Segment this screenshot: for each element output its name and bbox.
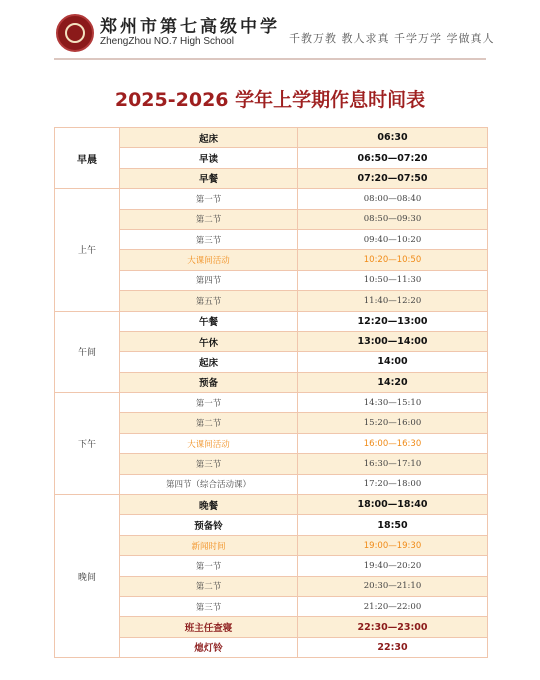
table-row [55,433,488,453]
activity-time: 16:00—16:30 [298,433,488,453]
school-motto: 千教万教 教人求真 千学万学 学做真人 [289,32,495,45]
table-row [55,311,488,331]
activity-time: 19:00—19:30 [298,535,488,555]
activity-time: 22:30 [298,637,488,657]
activity-name: 第二节 [120,413,298,433]
activity-time: 18:00—18:40 [298,495,488,515]
section-label: 午间 [55,311,120,393]
activity-time: 09:40—10:20 [298,229,488,249]
table-row [55,372,488,392]
table-row [55,454,488,474]
activity-name: 早餐 [120,168,298,188]
school-name-cn: 郑州市第七高级中学 [100,17,280,37]
table-row [55,556,488,576]
activity-time: 07:20—07:50 [298,168,488,188]
activity-name: 午餐 [120,311,298,331]
table-row [55,209,488,229]
section-label: 早晨 [55,128,120,189]
table-row [55,189,488,209]
activity-name: 第三节 [120,229,298,249]
activity-time: 13:00—14:00 [298,331,488,351]
activity-name: 大课间活动 [120,433,298,453]
activity-name: 起床 [120,352,298,372]
activity-name: 第二节 [120,209,298,229]
schedule-table [54,127,488,658]
activity-time: 21:20—22:00 [298,596,488,616]
activity-name: 预备 [120,372,298,392]
activity-name: 晚餐 [120,495,298,515]
activity-name: 第三节 [120,454,298,474]
activity-time: 15:20—16:00 [298,413,488,433]
activity-name: 大课间活动 [120,250,298,270]
activity-time: 10:50—11:30 [298,270,488,290]
activity-time: 22:30—23:00 [298,617,488,637]
activity-name: 第五节 [120,291,298,311]
activity-time: 17:20—18:00 [298,474,488,494]
activity-time: 20:30—21:10 [298,576,488,596]
table-row [55,515,488,535]
activity-time: 08:00—08:40 [298,189,488,209]
activity-name: 预备铃 [120,515,298,535]
activity-time: 14:30—15:10 [298,393,488,413]
section-label: 下午 [55,393,120,495]
activity-name: 班主任查寝 [120,617,298,637]
activity-time: 19:40—20:20 [298,556,488,576]
activity-time: 18:50 [298,515,488,535]
page-title: 2025-2026 学年上学期作息时间表 [114,89,426,111]
header-divider [54,58,486,60]
activity-time: 11:40—12:20 [298,291,488,311]
table-row [55,535,488,555]
table-row [55,596,488,616]
activity-name: 午休 [120,331,298,351]
table-row [55,617,488,637]
table-row [55,393,488,413]
activity-time: 12:20—13:00 [298,311,488,331]
activity-name: 第三节 [120,596,298,616]
activity-name: 第一节 [120,556,298,576]
activity-time: 08:50—09:30 [298,209,488,229]
activity-name: 新闻时间 [120,535,298,555]
table-row [55,250,488,270]
activity-name: 起床 [120,128,298,148]
table-row [55,270,488,290]
activity-name: 第二节 [120,576,298,596]
activity-time: 16:30—17:10 [298,454,488,474]
table-row [55,637,488,657]
activity-name: 熄灯铃 [120,637,298,657]
activity-name: 早读 [120,148,298,168]
page-header [0,0,540,62]
school-name-en: ZhengZhou NO.7 High School [100,36,234,47]
activity-time: 14:00 [298,352,488,372]
table-row [55,128,488,148]
table-row [55,495,488,515]
table-row [55,291,488,311]
school-logo [56,14,94,52]
activity-name: 第一节 [120,189,298,209]
section-label: 上午 [55,189,120,311]
activity-time: 10:20—10:50 [298,250,488,270]
activity-time: 06:30 [298,128,488,148]
table-row [55,352,488,372]
table-row [55,474,488,494]
table-row [55,168,488,188]
table-row [55,331,488,351]
activity-time: 06:50—07:20 [298,148,488,168]
table-row [55,576,488,596]
activity-name: 第一节 [120,393,298,413]
activity-name: 第四节 [120,270,298,290]
table-row [55,148,488,168]
table-row [55,413,488,433]
section-label: 晚间 [55,495,120,658]
activity-name: 第四节（综合活动课） [120,474,298,494]
table-row [55,229,488,249]
activity-time: 14:20 [298,372,488,392]
